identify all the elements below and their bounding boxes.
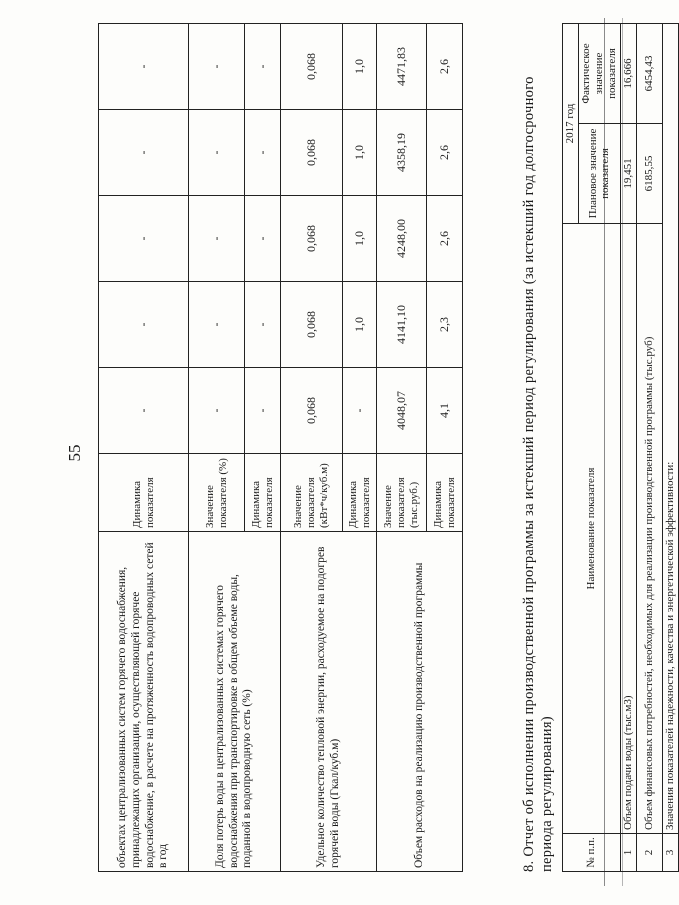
indicator-value: 1,0 (343, 196, 377, 282)
table-row (636, 24, 662, 872)
indicator-value: 4471,83 (377, 24, 427, 110)
indicator-value: - (245, 368, 281, 454)
indicator-value: 4141,10 (377, 282, 427, 368)
program-report-table (562, 23, 679, 872)
indicator-value: - (189, 368, 245, 454)
table-row (281, 24, 343, 872)
row-number: 2 (636, 834, 662, 872)
indicator-value: 2,3 (427, 282, 463, 368)
indicator-value: - (245, 24, 281, 110)
rotated-page-content (90, 12, 676, 892)
table-row (662, 24, 678, 872)
indicator-value: 4358,19 (377, 110, 427, 196)
indicator-value: 2,6 (427, 110, 463, 196)
indicator-value: - (99, 196, 189, 282)
header-indicator-name: Наименование показателя (563, 224, 621, 834)
indicator-sub-label: Динамика показателя (427, 454, 463, 532)
table-row (99, 24, 189, 872)
indicator-name: Объем расходов на реализацию производственной программы (377, 532, 463, 872)
row-name: Объем подачи воды (тыс.м3) (620, 224, 636, 834)
indicator-name: Удельное количество тепловой энергии, расходуемое на подогрев горячей воды (Гкал/куб.м) (281, 532, 377, 872)
header-plan-value: Плановое значение показателя (578, 124, 620, 224)
indicator-value: - (99, 282, 189, 368)
indicator-value: - (343, 368, 377, 454)
header-year: 2017 год (563, 24, 579, 224)
indicator-value: 0,068 (281, 368, 343, 454)
indicator-sub-label: Значение показателя (%) (189, 454, 245, 532)
indicator-value: - (189, 110, 245, 196)
indicator-value: - (245, 282, 281, 368)
row-number: 1 (620, 834, 636, 872)
row-name: Значения показателей надежности, качества и энергетической эффективности: (662, 24, 678, 834)
indicator-value: 4248,00 (377, 196, 427, 282)
indicator-sub-label: Динамика показателя (245, 454, 281, 532)
indicator-value: 4048,07 (377, 368, 427, 454)
header-number: № п.п. (563, 834, 621, 872)
table-row (377, 24, 427, 872)
indicator-value: - (99, 110, 189, 196)
indicator-value: 4,1 (427, 368, 463, 454)
indicator-value: - (189, 196, 245, 282)
indicator-value: - (245, 196, 281, 282)
indicator-value: 0,068 (281, 196, 343, 282)
indicators-table (98, 23, 463, 872)
row-plan: 19,451 (620, 124, 636, 224)
indicator-value: 1,0 (343, 110, 377, 196)
row-fact: 6454,43 (636, 24, 662, 124)
indicator-value: - (189, 282, 245, 368)
indicator-value: - (99, 24, 189, 110)
indicator-value: 1,0 (343, 282, 377, 368)
page-number: 55 (65, 444, 84, 462)
row-name: Объем финансовых потребностей, необходимых для реализации производственной программы (тыс.руб) (636, 224, 662, 834)
indicator-value: 1,0 (343, 24, 377, 110)
indicator-value: 0,068 (281, 110, 343, 196)
table-row (620, 24, 636, 872)
header-fact-value: Фактическое значение показателя (578, 24, 620, 124)
indicator-name: объектах централизованных систем горячего водоснабжения, принадлежащих организации, осуществляющей горячее водоснабжение, в расчете на протяженность водопроводных сетей в год (99, 532, 189, 872)
indicator-sub-label: Значение показателя (кВт*ч/куб.м) (281, 454, 343, 532)
table-row (189, 24, 245, 872)
indicator-sub-label: Динамика показателя (343, 454, 377, 532)
indicator-sub-label: Динамика показателя (99, 454, 189, 532)
row-plan: 6185,55 (636, 124, 662, 224)
indicator-value: 2,6 (427, 24, 463, 110)
row-number: 3 (662, 834, 678, 872)
indicator-value: 0,068 (281, 282, 343, 368)
indicator-value: - (245, 110, 281, 196)
indicator-name: Доля потерь воды в централизованных системах горячего водоснабжения при транспортировке в общем объеме воды, поданной в водопроводную сеть (%) (189, 532, 281, 872)
indicator-sub-label: Значение показателя (тыс.руб.) (377, 454, 427, 532)
section-heading: 8. Отчет об исполнении производственной программы за истекший период регулирования (за истекший год долгосрочного периода регулирования) (521, 76, 556, 872)
indicator-value: 2,6 (427, 196, 463, 282)
row-fact: 16,666 (620, 24, 636, 124)
indicator-value: - (99, 368, 189, 454)
indicator-value: 0,068 (281, 24, 343, 110)
indicator-value: - (189, 24, 245, 110)
